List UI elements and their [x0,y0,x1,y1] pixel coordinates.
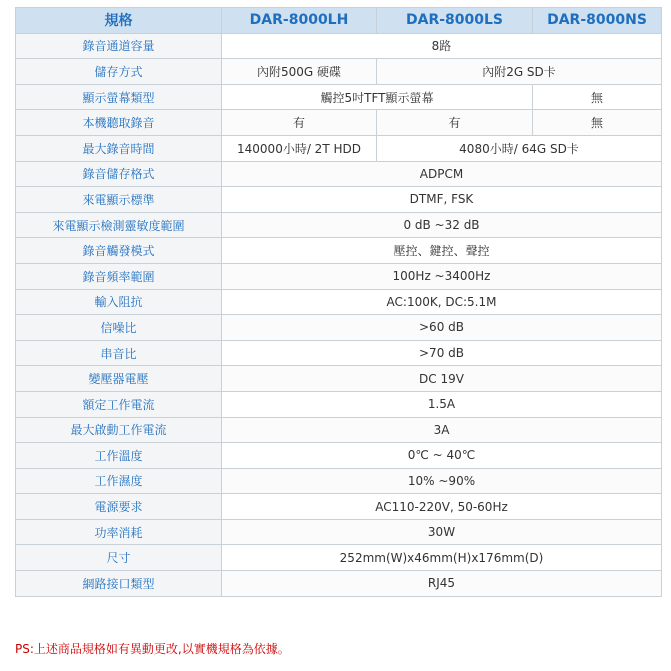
table-row [16,545,662,571]
table-row [16,494,662,520]
row-value: >60 dB [222,315,662,341]
row-value-lh: 140000小時/ 2T HDD [222,135,377,161]
row-value: 8路 [222,33,662,59]
header-model-lh: DAR-8000LH [222,8,377,34]
row-value: AC:100K, DC:5.1M [222,289,662,315]
row-value: 100Hz ~3400Hz [222,263,662,289]
table-row [16,135,662,161]
row-label: 輸入阻抗 [16,289,222,315]
row-value-ls-ns: 內附2G SD卡 [377,59,662,85]
row-value: DC 19V [222,366,662,392]
row-label: 錄音通道容量 [16,33,222,59]
row-value-ls: 有 [377,110,533,136]
table-row [16,468,662,494]
row-value-lh-ls: 觸控5吋TFT顯示螢幕 [222,84,533,110]
row-value: RJ45 [222,571,662,597]
row-value: 252mm(W)x46mm(H)x176mm(D) [222,545,662,571]
row-label: 尺寸 [16,545,222,571]
row-value: 壓控、鍵控、聲控 [222,238,662,264]
table-row [16,571,662,597]
row-label: 變壓器電壓 [16,366,222,392]
table-row [16,366,662,392]
table-row [16,315,662,341]
row-label: 本機聽取錄音 [16,110,222,136]
row-label: 錄音頻率範圍 [16,263,222,289]
row-label: 電源要求 [16,494,222,520]
spec-table-body [16,33,662,596]
row-label: 額定工作電流 [16,391,222,417]
table-row [16,263,662,289]
row-label: 錄音觸發模式 [16,238,222,264]
row-value-ns: 無 [533,84,662,110]
table-row [16,391,662,417]
row-label: 顯示螢幕類型 [16,84,222,110]
table-row [16,443,662,469]
header-model-ls: DAR-8000LS [377,8,533,34]
row-value-lh: 內附500G 硬碟 [222,59,377,85]
row-label: 工作溫度 [16,443,222,469]
row-label: 錄音儲存格式 [16,161,222,187]
table-row [16,187,662,213]
row-value-ns: 無 [533,110,662,136]
footnote: PS:上述商品規格如有異動更改,以實機規格為依據。 [15,642,290,656]
row-value: >70 dB [222,340,662,366]
row-label: 最大啟動工作電流 [16,417,222,443]
table-row [16,417,662,443]
row-value-ls-ns: 4080小時/ 64G SD卡 [377,135,662,161]
table-row [16,340,662,366]
row-label: 最大錄音時間 [16,135,222,161]
table-row [16,212,662,238]
row-label: 來電顯示標準 [16,187,222,213]
header-model-ns: DAR-8000NS [533,8,662,34]
table-row [16,110,662,136]
row-value: 1.5A [222,391,662,417]
row-label: 信噪比 [16,315,222,341]
row-value: ADPCM [222,161,662,187]
row-value: 0 dB ~32 dB [222,212,662,238]
spec-table-header [16,8,662,34]
header-row [16,8,662,34]
row-value-lh: 有 [222,110,377,136]
table-row [16,59,662,85]
row-value: DTMF, FSK [222,187,662,213]
row-label: 串音比 [16,340,222,366]
table-row [16,84,662,110]
row-label: 網路接口類型 [16,571,222,597]
table-row [16,238,662,264]
spec-table [15,7,662,597]
row-value: 3A [222,417,662,443]
row-value: 0℃ ~ 40℃ [222,443,662,469]
table-row [16,33,662,59]
row-label: 來電顯示檢測靈敏度範圍 [16,212,222,238]
row-label: 儲存方式 [16,59,222,85]
row-value: 30W [222,519,662,545]
row-value: 10% ~90% [222,468,662,494]
row-label: 功率消耗 [16,519,222,545]
table-row [16,289,662,315]
row-label: 工作濕度 [16,468,222,494]
table-row [16,519,662,545]
row-value: AC110-220V, 50-60Hz [222,494,662,520]
table-row [16,161,662,187]
header-spec-label: 規格 [16,8,222,34]
